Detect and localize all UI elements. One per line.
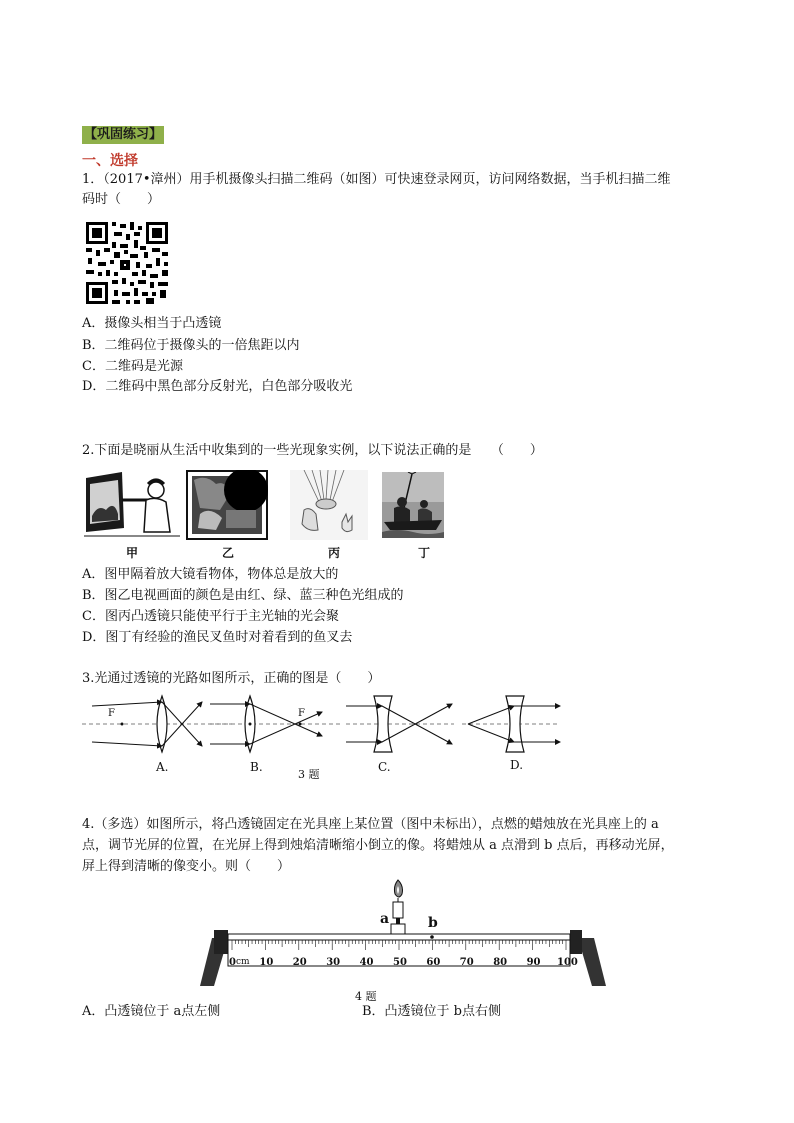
section-tag: 【巩固练习】 [84, 127, 163, 142]
ruler-tick-label: 10 [259, 957, 274, 968]
qr-finder-top-right [146, 222, 168, 244]
qr-finder-bottom-left [86, 282, 108, 304]
q2-caption-ding: 丁 [418, 546, 431, 560]
qr-finder-top-left [86, 222, 108, 244]
q1-stem-line2: 码时（ ） [82, 192, 161, 207]
ruler-tick-label: 90 [526, 957, 541, 968]
qr-code-image [84, 220, 170, 306]
q3-diagram-d [462, 696, 560, 752]
q2-option-c: C．图丙凸透镜只能使平行于主光轴的光会聚 [82, 609, 339, 624]
q4-option-b: B．凸透镜位于 b点右侧 [362, 1004, 502, 1019]
q4-stem-line3: 屏上得到清晰的像变小。则（ ） [82, 859, 291, 874]
q3-stem: 3.光通过透镜的光路如图所示，正确的图是（ ） [82, 671, 381, 686]
q2-picture-jia [84, 470, 180, 542]
ruler-tick-label: 20 [292, 957, 307, 968]
candle [391, 880, 405, 934]
q3-label-d: D. [510, 758, 524, 772]
q4-stem-line2: 点，调节光屏的位置，在光屏上得到烛焰清晰缩小倒立的像。将蜡烛从 a 点滑到 b 点后，再移动光屏， [82, 838, 674, 853]
ruler-tick-label: 30 [326, 957, 341, 968]
q3-focus-label-a: F [108, 708, 115, 719]
ruler-tick-label: 80 [493, 957, 508, 968]
q4-stem-line1: 4.（多选）如图所示，将凸透镜固定在光具座上某位置（图中未标出），点燃的蜡烛放在光具座上的 a [82, 817, 659, 832]
q4-optical-bench-figure [200, 876, 606, 988]
q3-label-c: C. [378, 760, 391, 774]
q4-point-a-label: a [380, 911, 390, 927]
q3-diagram-c [346, 696, 454, 752]
q4-point-b-label: b [428, 915, 438, 931]
q3-focus-label-b: F [298, 708, 305, 719]
ruler-tick-label: 40 [359, 957, 374, 968]
q3-lens-diagrams [82, 694, 562, 784]
q1-option-c: C．二维码是光源 [82, 359, 183, 374]
ruler-tick-label: 100 [557, 957, 578, 968]
q2-stem: 2.下面是晓丽从生活中收集到的一些光现象实例，以下说法正确的是 （ ） [82, 443, 543, 458]
q2-caption-bing: 丙 [328, 546, 341, 560]
section-title: 一、选择 [82, 153, 138, 169]
q4-option-a: A．凸透镜位于 a点左侧 [82, 1004, 221, 1019]
q2-option-b: B．图乙电视画面的颜色是由红、绿、蓝三种色光组成的 [82, 588, 404, 603]
q1-option-a: A．摄像头相当于凸透镜 [82, 316, 222, 331]
q2-caption-yi: 乙 [222, 546, 235, 560]
ruler-tick-label: 50 [393, 957, 407, 968]
q4-ruler-unit: cm [236, 957, 250, 967]
q2-caption-jia: 甲 [126, 546, 139, 560]
q2-picture-yi [186, 470, 268, 540]
q1-option-d: D．二维码中黑色部分反射光，白色部分吸收光 [82, 379, 353, 394]
ruler-tick-label: 60 [426, 957, 441, 968]
q4-figure-caption: 4 题 [355, 990, 377, 1003]
q2-option-a: A．图甲隔着放大镜看物体，物体总是放大的 [82, 567, 339, 582]
q3-label-b: B. [250, 760, 263, 774]
ruler-tick-label: 0 [229, 957, 236, 968]
ruler-tick-label: 70 [459, 957, 474, 968]
q3-figure-caption: 3 题 [298, 768, 320, 781]
q3-diagram-a [82, 696, 232, 752]
q3-label-a: A. [156, 760, 169, 774]
q2-picture-bing [290, 470, 368, 540]
q1-option-b: B．二维码位于摄像头的一倍焦距以内 [82, 338, 300, 353]
q2-option-d: D．图丁有经验的渔民叉鱼时对着看到的鱼叉去 [82, 630, 353, 645]
q2-picture-ding [382, 472, 444, 538]
point-b-mark [430, 935, 434, 939]
q1-stem-line1: 1．（2017•漳州）用手机摄像头扫描二维码（如图）可快速登录网页，访问网络数据，当手机扫描二维 [82, 172, 671, 187]
